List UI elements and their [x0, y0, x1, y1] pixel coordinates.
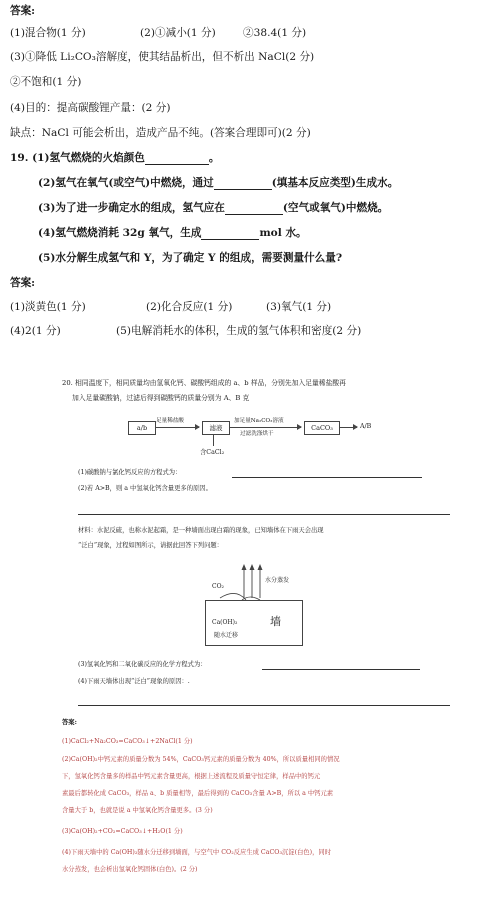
q19-answer-line-1	[10, 300, 332, 314]
q20-intro-1: 20. 相同温度下，相同质量均由氢氧化钙、碳酸钙组成的 a、b 样品，分别先加入足量稀盐酸再	[62, 379, 346, 387]
surface-curve	[242, 597, 260, 600]
q20-answer-4-line-1: (4)下雨天墙中的 Ca(OH)₂随水分迁移到墙面，与空气中 CO₂反应生成 CaCO₃沉淀(白色)，同时	[62, 849, 331, 856]
flow-arrow-1-label: 足量稀盐酸	[156, 418, 184, 424]
q19-part-4-end: mol 水。	[259, 227, 307, 239]
flow-box-caco3: CaCO₃	[304, 421, 340, 435]
vapor-arrowhead-3	[258, 564, 263, 570]
wall-label: 墙	[270, 615, 281, 628]
top-answer-1-2: (2)①减小(1 分)	[140, 27, 216, 39]
q19-part-3-text: (3)为了进一步确定水的组成，氢气应在	[38, 202, 225, 214]
vapor-arrowhead-1	[242, 564, 247, 570]
co2-curve	[220, 593, 246, 600]
q20-answer-line-1	[232, 477, 422, 478]
top-answer-line-2: (3)①降低 Li₂CO₃溶解度，使其结晶析出，但不析出 NaCl(2 分)	[10, 51, 315, 63]
q20-part-3: (3)氢氧化钙和二氧化碳反应的化学方程式为：	[78, 661, 207, 668]
q19-answer-2: (2)化合反应(1 分)	[146, 301, 233, 313]
flow-down-line	[213, 434, 214, 446]
flow-box-filtrate: 滤液	[202, 421, 230, 435]
q20-answer-line-3	[262, 669, 420, 670]
wall-water-label: 水分蒸发	[265, 577, 290, 584]
top-answer-1-3: ②38.4(1 分)	[243, 27, 307, 39]
q20-answer-1: (1)CaCl₂+Na₂CO₃=CaCO₃↓+2NaCl(1 分)	[62, 738, 193, 745]
flow-arrow-2-label-top: 加足量Na₂CO₃溶液	[234, 418, 284, 424]
q20-answer-label: 答案:	[62, 719, 77, 726]
q19-part-4-text: (4)氢气燃烧消耗 32g 氧气，生成	[38, 227, 202, 239]
q19-part-3	[38, 201, 388, 215]
wall-caoh-label: Ca(OH)₂	[212, 619, 238, 626]
flow-box-sample: a/b	[128, 421, 156, 435]
q19-blank-2	[214, 178, 272, 190]
q19-part-1-end: 。	[208, 152, 220, 164]
q19-part-1-text: 19. (1)氢气燃烧的火焰颜色	[10, 152, 145, 164]
top-answer-1-1: (1)混合物(1 分)	[10, 27, 86, 39]
wall-move-label: 随水迁移	[214, 632, 239, 639]
q20-intro-2: 加入足量碳酸钠，过滤后得到碳酸钙的质量分别为 A、B 克	[72, 394, 250, 402]
q19-part-3-end: (空气或氧气)中燃烧。	[282, 202, 389, 214]
q20-part-4: (4)下雨天墙体出现“泛白”现象的原因：.	[78, 678, 190, 685]
q20-material-2: “泛白”现象，过程如图所示，请据此回答下列问题：	[78, 542, 223, 549]
wall-co2-label: CO₂	[212, 583, 224, 590]
q19-answer-5: (5)电解消耗水的体积，生成的氢气体积和密度(2 分)	[116, 325, 362, 337]
top-answer-line-3: ②不饱和(1 分)	[10, 76, 82, 88]
q20-part-2: (2)若 A>B，则 a 中氢氧化钙含量更多的原因。	[78, 485, 212, 492]
q20-answer-line-2	[78, 514, 450, 515]
answer-label-top: 答案:	[10, 5, 36, 17]
q20-answer-2-line-2: 下，氢氧化钙含量多的样品中钙元素含量更高，根据上述流程及质量守恒定律，样品中的钙元	[62, 773, 321, 780]
top-answer-line-5: 缺点：NaCl 可能会析出，造成产品不纯。(答案合理即可)(2 分)	[10, 127, 311, 139]
q19-answer-label: 答案:	[10, 277, 36, 289]
flow-arrow-2	[229, 427, 301, 428]
q20-answer-2-line-3: 素最后都转化成 CaCO₃，样品 a、b 质量相等，最后得到的 CaCO₃含量 A>B，所以 a 中钙元素	[62, 790, 334, 797]
q19-answer-line-2	[10, 324, 362, 338]
q19-answer-3: (3)氧气(1 分)	[266, 301, 332, 313]
q20-answer-4-line-2: 水分蒸发，也会析出氢氧化钙固体(白色)。(2 分)	[62, 866, 198, 873]
top-answer-line-4: (4)目的：提高碳酸锂产量：(2 分)	[10, 102, 171, 114]
vapor-arrowhead-2	[250, 564, 255, 570]
flow-arrow-2-label-bottom: 过滤洗涤烘干	[240, 431, 274, 437]
q20-answer-line-4	[78, 705, 450, 706]
q19-blank-1	[145, 153, 209, 165]
q20-answer-3: (3)Ca(OH)₂+CO₂=CaCO₃↓+H₂O(1 分)	[62, 828, 183, 835]
q19-blank-3	[225, 203, 283, 215]
q19-part-2-end: (填基本反应类型)生成水。	[271, 177, 399, 189]
flow-arrow-1	[155, 427, 199, 428]
flow-arrow-3	[339, 427, 357, 428]
flow-below-label: 含CaCl₂	[200, 449, 225, 456]
q19-part-4	[38, 226, 307, 240]
q19-part-5: (5)水分解生成氢气和 Y，为了确定 Y 的组成，需要测量什么量?	[38, 252, 343, 264]
q19-answer-4: (4)2(1 分)	[10, 325, 61, 337]
q20-answer-2-line-4: 含量大于 b，也就是说 a 中氢氧化钙含量更多。(3 分)	[62, 807, 213, 814]
q20-part-1: (1)碳酸钠与氯化钙反应的方程式为：	[78, 469, 182, 476]
q19-part-2-text: (2)氢气在氧气(或空气)中燃烧，通过	[38, 177, 214, 189]
q19-part-2	[38, 176, 398, 190]
top-answer-line-1	[10, 26, 307, 40]
flow-result: A/B	[360, 423, 372, 430]
q20-answer-2-line-1: (2)Ca(OH)₂中钙元素的质量分数为 54%，CaCO₃钙元素的质量分数为 40%，所以质量相同的情况	[62, 756, 340, 763]
q19-part-1	[10, 151, 219, 165]
q20-material-1: 材料：水泥反硫，也称水泥起霜，是一种墙面出现白霜的现象，已知墙体在下雨天会出现	[78, 527, 324, 534]
q19-blank-4	[201, 228, 259, 240]
q19-answer-1: (1)淡黄色(1 分)	[10, 301, 86, 313]
